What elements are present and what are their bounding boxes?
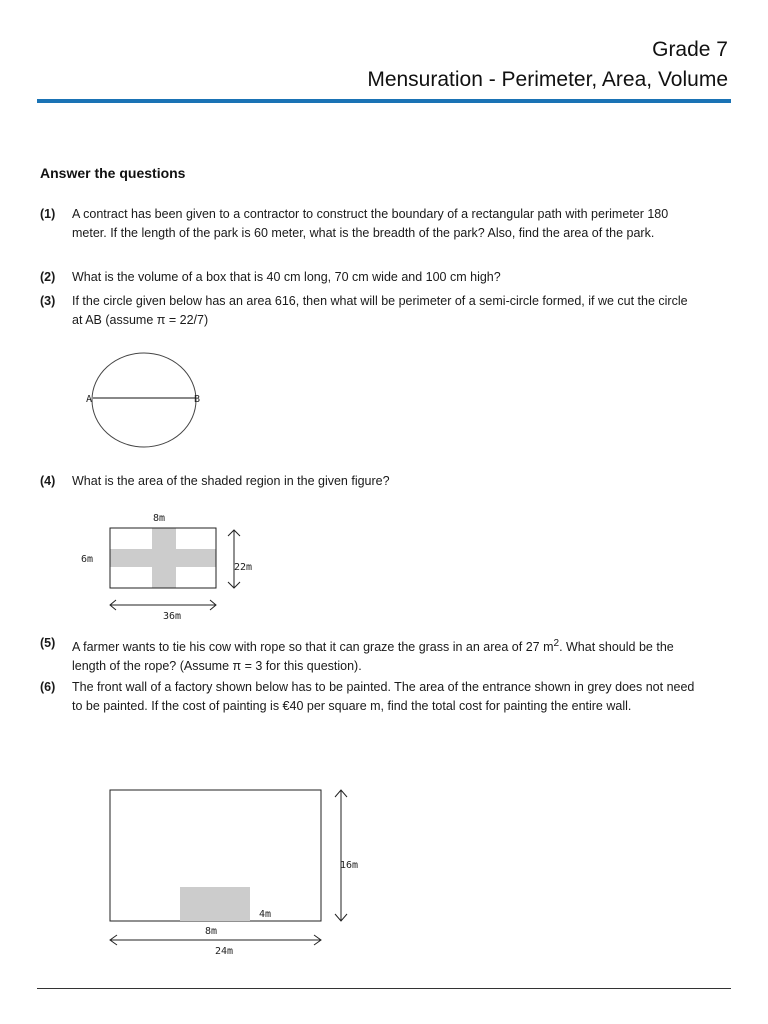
label-height: 22m bbox=[234, 562, 253, 573]
wall-figure bbox=[100, 780, 380, 960]
question-number: (2) bbox=[40, 270, 56, 284]
label-b: B bbox=[194, 394, 201, 405]
entrance-shaded bbox=[180, 887, 250, 921]
label-a: A bbox=[86, 394, 93, 405]
question-text: The front wall of a factory shown below has to be painted. The area of the entrance shown in grey does not need to be painted. If the cost of painting is €40 per square m, find the total cost for painting the entire wall. bbox=[72, 680, 695, 713]
question-5 bbox=[40, 634, 700, 676]
circle-shape bbox=[92, 353, 196, 447]
question-text: If the circle given below has an area 616, then what will be perimeter of a semi-circle formed, if we cut the circle at AB (assume π = 22/7) bbox=[72, 294, 688, 327]
superscript: 2 bbox=[553, 638, 560, 649]
question-6 bbox=[40, 678, 700, 716]
question-text: A farmer wants to tie his cow with rope so that it can graze the grass in an area of 27 $m^2$. What should be the length of the rope? (Assume π = 3 for this question). bbox=[72, 638, 674, 674]
label-door-height: 4m bbox=[259, 909, 272, 920]
question-text: What is the volume of a box that is 40 cm long, 70 cm wide and 100 cm high? bbox=[72, 270, 501, 284]
question-4 bbox=[40, 472, 700, 491]
question-number: (4) bbox=[40, 474, 56, 488]
grade-title: Grade 7 bbox=[652, 38, 728, 61]
subject-title: Mensuration - Perimeter, Area, Volume bbox=[367, 68, 728, 91]
label-wall-width: 24m bbox=[215, 946, 234, 957]
label-left-width: 6m bbox=[81, 554, 94, 565]
section-title: Answer the questions bbox=[40, 165, 186, 181]
question-3 bbox=[40, 292, 700, 330]
question-2 bbox=[40, 268, 700, 287]
question-number: (1) bbox=[40, 207, 56, 221]
circle-figure bbox=[84, 350, 214, 452]
label-wall-height: 16m bbox=[340, 860, 359, 871]
question-1 bbox=[40, 205, 700, 243]
label-width: 36m bbox=[163, 611, 182, 622]
question-number: (6) bbox=[40, 680, 56, 694]
question-number: (3) bbox=[40, 294, 56, 308]
footer-divider bbox=[37, 988, 731, 989]
shaded-horizontal-strip bbox=[110, 549, 216, 567]
question-text: What is the area of the shaded region in the given figure? bbox=[72, 474, 390, 488]
label-door-width: 8m bbox=[205, 926, 218, 937]
question-number: (5) bbox=[40, 636, 56, 650]
cross-figure bbox=[76, 508, 276, 624]
label-top-width: 8m bbox=[153, 513, 166, 524]
header-divider bbox=[37, 99, 731, 103]
question-text: A contract has been given to a contractor to construct the boundary of a rectangular path with perimeter 180 meter. If the length of the park is 60 meter, what is the breadth of the park? Also, find the area of the park. bbox=[72, 207, 669, 240]
